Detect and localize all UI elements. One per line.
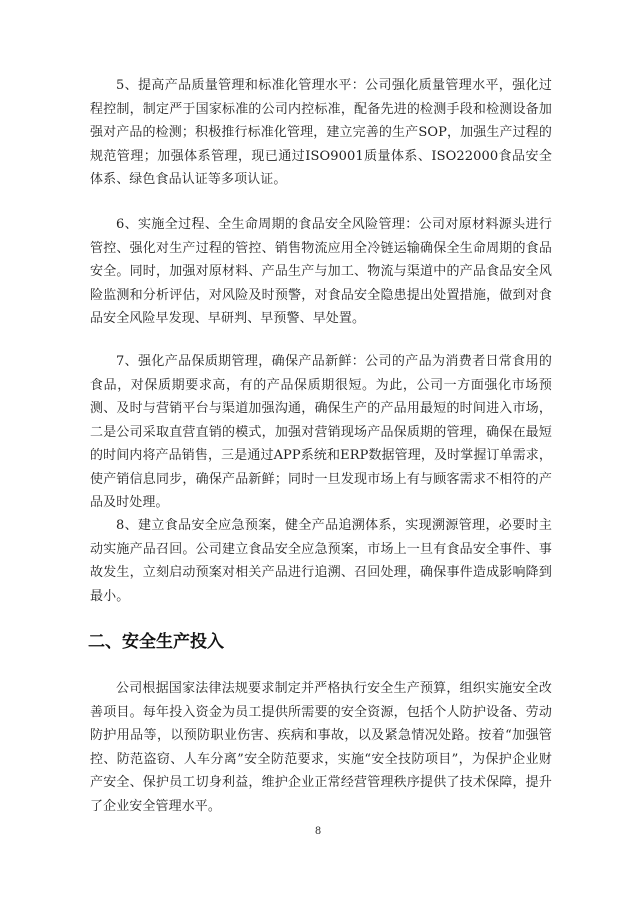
paragraph-safety-investment: 公司根据国家法律法规要求制定并严格执行安全生产预算，组织实施安全改善项目。每年投入资金为员工提供所需要的安全资源，包括个人防护设备、劳动防护用品等，以预防职业伤害、疾病和事故，以及紧急情况处路。按着“加强管控、防范盗窃、人车分离”安全防范要求，实施“安全技防项目”，为保护企业财产安全、保护员工切身利益，维护企业正常经营管理秩序提供了技术保障，提升了企业安全管理水平。 (90, 681, 552, 814)
paragraph-emergency-plan: 8、建立食品安全应急预案，健全产品追溯体系，实现溯源管理，必要时主动实施产品召回。公司建立食品安全应急预案，市场上一旦有食品安全事件、事故发生，立刻启动预案对相关产品进行追溯、召回处理，确保事件造成影响降到最小。 (90, 518, 552, 604)
section-heading: 二、安全生产投入 (88, 632, 224, 652)
paragraph-shelf-life: 7、强化产品保质期管理，确保产品新鲜：公司的产品为消费者日常食用的食品，对保质期要求高，有的产品保质期很短。为此，公司一方面强化市场预测、及时与营销平台与渠道加强沟通，确保生产的产品用最短的时间进入市场，二是公司采取直营直销的模式，加强对营销现场产品保质期的管理，确保在最短的时间内将产品销售，三是通过APP系统和ERP数据管理，及时掌握订单需求，使产销信息同步，确保产品新鲜；同时一旦发现市场上有与顾客需求不相符的产品及时处理。 (90, 354, 552, 510)
page-number: 8 (314, 826, 322, 837)
paragraph-food-safety-risk: 6、实施全过程、全生命周期的食品安全风险管理：公司对原材料源头进行管控、强化对生产过程的管控、销售物流应用全冷链运输确保全生命周期的食品安全。同时，加强对原材料、产品生产与加工、物流与渠道中的产品食品安全风险监测和分析评估，对风险及时预警，对食品安全隐患提出处置措施，做到对食品安全风险早发现、早研判、早预警、早处置。 (90, 217, 552, 326)
paragraph-quality-management: 5、提高产品质量管理和标准化管理水平：公司强化质量管理水平，强化过程控制，制定严于国家标准的公司内控标准，配备先进的检测手段和检测设备加强对产品的检测；积极推行标准化管理，建立完善的生产SOP，加强生产过程的规范管理；加强体系管理，现已通过ISO9001质量体系、ISO22000食品安全体系、绿色食品认证等多项认证。 (90, 78, 552, 187)
